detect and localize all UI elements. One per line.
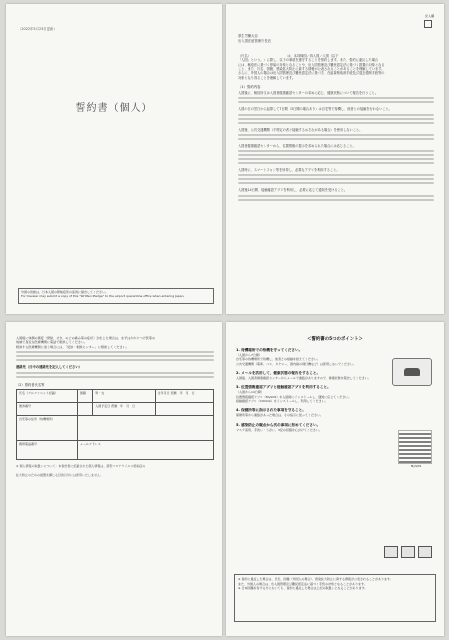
- preamble-line: こと、また、氏名、国籍、感染拡大防止に資する情報が公表されることがあることを理解しています。: [238, 66, 385, 71]
- pledge-item: 入国後14日間、接触確認アプリを利用し、必要に応じて通知を受けること。: [238, 188, 434, 200]
- intro-line: 入国後に体調の異変（発熱、せき、のどの痛み等の症状）が生じた場合は、まずはかかりつけ医等の: [16, 336, 156, 340]
- pledge-content: [238, 54, 434, 205]
- pledge-item: 入国後に、検疫所又は入国者健康確認センターの求めに応じ、健康状態について報告を行うこと。: [238, 91, 434, 103]
- point-item: 4. 保健所等に指示された事項を守ること。 保健所等から連絡があった場合は、その指示に従ってください。: [236, 408, 323, 418]
- infection-prevention-icons: [384, 546, 432, 558]
- point-item: 5. 感染防止の観点から次の事項に努めてください。 マスク着用、手洗い・うがい、3密の回避を心がけてください。: [236, 422, 322, 432]
- pledge-body-page: [226, 4, 444, 314]
- preamble-line: 「入国」という。）に際し、以下の事項を遵守することを誓約します。また、誓約に違反した場合: [238, 58, 378, 63]
- entry-date-value[interactable]: [155, 403, 213, 416]
- point-item: 2. メールを活用して、健康状態の報告をすること。 入国後、入国者健康確認センターからメールで連絡がありますので、健康状態を報告してください。: [236, 371, 371, 381]
- form-body: [16, 336, 214, 477]
- table-row: [17, 441, 214, 460]
- birthdate-field[interactable]: 生年月日 西暦 年 月 日: [155, 390, 213, 403]
- passport-value[interactable]: [77, 403, 92, 416]
- checkbox-label: 記入欄: [424, 14, 434, 18]
- preamble-line: には、検疫法に基づく停留の対象となることや、出入国管理及び難民認定法に基づく措置の対象となる: [238, 62, 385, 67]
- pledge-item: 入国後、公共交通機関（不特定の者と接触するおそれがある場合）を使用しないこと。: [238, 128, 434, 140]
- nationality-field[interactable]: 国籍: [77, 390, 92, 403]
- table-row: [17, 390, 214, 403]
- submission-note-box: [18, 288, 214, 304]
- entry-date-field[interactable]: 入国予定日 西暦 年 月 日: [93, 403, 155, 416]
- points-title: ＜誓約書の5つのポイント＞: [307, 337, 363, 342]
- pledge-item: 入国時に、スマートフォン等を所持し、必要なアプリを利用すること。: [238, 168, 434, 184]
- section-title: （1）誓約内容: [238, 84, 261, 89]
- footer-line: ※ 個人情報の取扱いについて：本誓約書に記載された個人情報は、新型コロナウイルス感染症の: [16, 464, 146, 469]
- qr-code-icon[interactable]: [398, 430, 432, 464]
- preamble-line: 対象となり得ることを理解しています。: [238, 75, 296, 80]
- pledge-form-page: [6, 322, 222, 636]
- addressee-block: [238, 34, 271, 45]
- checkbox-mark: [424, 20, 432, 28]
- footer-line: 拡大防止のための措置を講じる目的以外には使用いたしません。: [16, 472, 104, 477]
- email-field[interactable]: メールアドレス: [77, 441, 213, 460]
- passport-field[interactable]: 旅券番号: [17, 403, 78, 416]
- intro-line: 相談する医療機関に迷う場合には、「受診・相談センター」に相談してください。: [16, 344, 129, 349]
- table-row: [17, 403, 214, 416]
- intro-line: 地域で身近な医療機関に電話で相談してください。: [16, 340, 88, 345]
- form-section-label: （2）誓約者氏名等: [16, 383, 45, 388]
- pledger-info-table: [16, 389, 214, 460]
- contact-heading: 連絡先（日中の連絡先を記入してください）: [16, 365, 82, 370]
- pledge-item: 入国者健康確認センターから、位置情報の提示を求められた場合には応じること。: [238, 144, 434, 164]
- violation-note-line: また、外国人の場合は、出入国管理及び難民認定法に基づく手続の対象となることがあります。: [238, 581, 367, 586]
- addressee-line: 出入国在留管理庁長官: [238, 39, 271, 44]
- points-list: [236, 348, 436, 437]
- point-item: 1. 待機場所での待機を守ってください。 （入国から7日間） 自宅等の待機場所で待機し、他者との接触を控えてください。 公共交通機関（電車、バス、タクシー、国内線の飛行機など）は使用しないでください。: [236, 348, 356, 366]
- addressee-line: 厚生労働大臣: [238, 34, 258, 38]
- five-points-page: [226, 322, 444, 636]
- mask-icon: [384, 546, 398, 558]
- point-item: 3. 位置情報確認アプリと接触確認アプリを利用すること。 （入国から14日間） 位置情報確認アプリ（MySOS）を入国時にインストールし、通知に応じてください。 接触確認アプリ（COCOA）をインストールし、利用してください。: [236, 385, 352, 404]
- address-field[interactable]: 自宅等の住所（待機場所）: [17, 416, 78, 441]
- qr-label: MySOS: [410, 464, 422, 468]
- pledge-item: 入国の日の翌日から起算して7日間（3日間の場合あり）は自宅等で待機し、他者との接触を行わないこと。: [238, 107, 434, 123]
- pledge-cover-page: [6, 4, 222, 314]
- sex-field[interactable]: 男・女: [93, 390, 155, 403]
- violation-note-line: ※ 誓約に違反した場合は、氏名、国籍（外国人の場合）、感染拡大防止に資する情報が公表されることがあります。: [238, 577, 393, 581]
- phone-field[interactable]: 携帯電話番号: [17, 441, 78, 460]
- violation-note-line: ※ 日本国籍を有する方においても、誓約に違反した場合は上記の取扱いとなることがあります。: [238, 586, 368, 590]
- document-title: 誓約書（個人）: [75, 103, 153, 114]
- preamble-line: （氏名） は、本邦帰国／再入国／入国（以下: [238, 54, 339, 58]
- submission-note-en: For traveler may submit a copy of this "Written Pledge" to the airport quarantine office when entering Japan.: [21, 294, 185, 299]
- address-value[interactable]: [77, 416, 213, 441]
- submission-note-ja: 外国の皆様は、日本入国の際検疫所の係員に提出してください。: [21, 290, 109, 294]
- name-field[interactable]: 氏名（アルファベット記載）: [17, 390, 78, 403]
- revision-date: （2022年5月23日更新）: [18, 27, 57, 31]
- handwash-icon: [401, 546, 415, 558]
- preamble-line: さらに、外国人の場合は出入国管理及び難民認定法に基づき、在留資格取消手続及び退去強制手続等の: [238, 71, 385, 76]
- crowd-avoid-icon: [418, 546, 432, 558]
- table-row: [17, 416, 214, 441]
- violation-note-box: [234, 574, 436, 622]
